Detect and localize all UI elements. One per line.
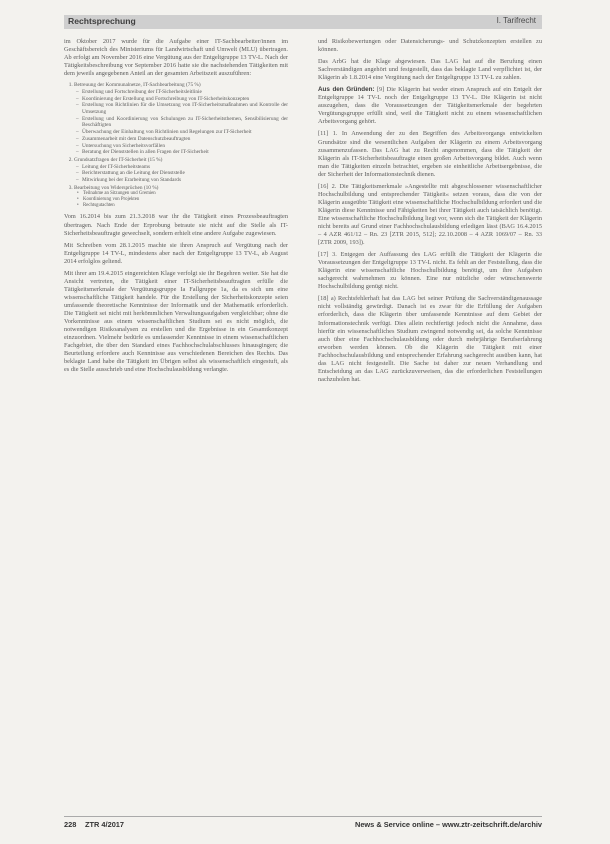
subitem: – Erstellung und Fortschreibung der IT-Sicherheitsleitlinie — [82, 89, 288, 96]
subitem: • Koordinierung von Projekten — [83, 197, 288, 203]
task-subitems — [74, 89, 288, 156]
paragraph: [17] 3. Entgegen der Auffassung des LAG erfüllt die Tätigkeit der Klägerin die Voraussetzungen der Entgeltgruppe 13 TV-L nicht. Es fehlt an der Feststellung, dass die Klägerin eine wissenschaftliche Hochschulbildung benötigt, um ihre Aufgaben sachgerecht wahrnehmen zu können. Eine nur nützliche oder wünschenswerte Hochschulbildung genügt nicht. — [318, 251, 542, 291]
task-item — [74, 82, 288, 156]
task-item — [74, 157, 288, 184]
page-footer — [64, 816, 542, 829]
subitem: – Leitung der IT-Sicherheitsteams — [82, 164, 288, 171]
task-title: Bearbeitung von Widersprüchen (10 %) — [74, 184, 159, 191]
task-subitems — [74, 164, 288, 184]
paragraph: [18] a) Rechtsfehlerhaft hat das LAG bei seiner Prüfung die Sachverständigenaussage nicht vollständig gewürdigt. Danach ist es zwar für die Erfüllung der Aufgaben erforderlich, dass die Klägerin über umfassende Kenntnisse auf dem Gebiet der Informationstechnik verfügt. Dies allein rechtfertigt jedoch nicht die Annahme, dass hierfür ein wissenschaftliches Studium zwingend notwendig sei, da solche Kenntnisse auch über eine Fachhochschulausbildung oder durch mehrjährige Berufserfahrung erworben werden können. Ob die Klägerin die Tätigkeit mit einer Fachhochschulausbildung und entsprechender Erfahrung sachgerecht ausüben kann, hat das LAG nicht festgestellt. Die Sache ist daher zur neuen Verhandlung und Entscheidung an das LAG zurückzuverweisen, das die erforderlichen Feststellungen nachzuholen hat. — [318, 295, 542, 383]
paragraph: im Oktober 2017 wurde für die Aufgabe einer IT-Sachbearbeiter/innen im Geschäftsbereich des Ministeriums für Landwirtschaft und Umwelt (MLU) übertragen. Ab erfolgt am November 2016 eine Vergütung aus der Entgeltgruppe 13 TV-L. Nach der Tätigkeitsbeschreibung vor September 2016 hatte sie die nachstehenden Tätigkeiten mit dem jeweils angegebenen Anteil an der gesamten Arbeitszeit auszuführen: — [64, 38, 288, 78]
paragraph: Mit Schreiben vom 28.1.2015 machte sie ihren Anspruch auf Vergütung nach der Entgeltgruppe 14 TV-L, mindestens aber nach der Entgeltgruppe 13 TV-L, ab August 2014 erfolglos geltend. — [64, 241, 288, 265]
task-title: Betreuung der Kommunalnetze, IT-Sachbearbeitung (75 %) — [74, 82, 201, 89]
subitem: – Beratung der Dienststellen in allen Fragen der IT-Sicherheit — [82, 149, 288, 156]
paragraph: Mit ihrer am 19.4.2015 eingereichten Klage verfolgt sie ihr Begehren weiter. Sie hat die Ansicht vertreten, die Tätigkeit einer IT-Sicherheitsbeauftragten erfülle die Tätigkeitsmerkmale der Vergütungsgruppe Ia Fallgruppe 1a, da es sich um eine wissenschaftliche Tätigkeit handele. Für die Erstellung der Sicherheitskonzepte seien umfassende theoretische Kenntnisse der Informatik und der Mathematik erforderlich. Die Tätigkeit sei nicht mit herkömmlichen Verwaltungsaufgaben vergleichbar; ohne die Vorkenntnisse aus einem wissenschaftlichen Studium sei es nicht möglich, die notwendigen Risikoanalysen zu erstellen und die Ergebnisse in ein Gesamtkonzept einzuordnen. Vielmehr bedürfe es umfassender Kenntnisse in einem wissenschaftlichen Fachgebiet, die über den Standard eines Fachhochschulabschlusses hinausgingen; die Beurteilung erfordere auch Kenntnisse aus verschiedenen Bereichen des Rechts. Das beklagte Land habe die Tätigkeit im Übrigen selbst als wissenschaftlich eingestuft, als es die Stelle ausschrieb und eine Hochschulausbildung verlangte. — [64, 269, 288, 374]
subitem: – Berichterstattung an die Leitung der Dienststelle — [82, 170, 288, 177]
paragraph: [16] 2. Die Tätigkeitsmerkmale »Angestellte mit abgeschlossener wissenschaftlicher Hochschulbildung und entsprechender Tätigkeit« setzen voraus, dass die von der Klägerin ausgeübte Tätigkeit eine wissenschaftliche Hochschulbildung erfordert und die Klägerin diese Kenntnisse und Fähigkeiten bei ihrer Tätigkeit auch tatsächlich benötigt. Eine wissenschaftliche Hochschulbildung liegt vor, wenn sich die Tätigkeit der Klägerin nicht bereits auf Grund einer Fachhochschulausbildung erledigen lässt (BAG 16.4.2015 – 4 AZR 461/12 – Rn. 23 [ZTR 2015, 512]; 22.10.2008 – 4 AZR 1069/07 – Rn. 33 [ZTR 2009, 193]). — [318, 182, 542, 247]
paragraph: [11] 1. In Anwendung der zu den Begriffen des Arbeitsvorgangs entwickelten Grundsätze sind die wesentlichen Aufgaben der Klägerin zu einem Arbeitsvorgang zusammenzufassen. Das LAG hat zu Recht angenommen, dass die Tätigkeit der Klägerin als IT-Sicherheitsbeauftragte einen großen Arbeitsvorgang bildet. Auch wenn man die Tätigkeiten einzeln betrachtet, ergeben sie einheitliche Arbeitsergebnisse, die der Sicherheit der Informationstechnik dienen. — [318, 130, 542, 178]
paragraph-text: [9] Die Klägerin hat weder einen Anspruch auf ein Entgelt der Entgeltgruppe 14 TV-L noch der Entgeltgruppe 13 TV-L. Die Klägerin ist nicht auszugehen, dass die Voraussetzungen der Tätigkeitsmerkmale der begehrten Vergütungsgruppe erfüllt sind, weil die Tätigkeit nicht zu einem wissenschaftlichen Arbeitsvorgang gehört. — [318, 86, 542, 126]
task-title: Grundsatzfragen der IT-Sicherheit (15 %) — [74, 156, 163, 163]
subitem: • Rechtsgutachten — [83, 203, 288, 209]
footer-link[interactable]: News & Service online – www.ztr-zeitschrift.de/archiv — [354, 820, 542, 829]
subitem: – Zusammenarbeit mit dem Datenschutzbeauftragten — [82, 136, 288, 143]
subitem: – Koordinierung der Erstellung und Fortschreibung von IT-Sicherheitskonzepten — [82, 96, 288, 103]
subitem: – Mitwirkung bei der Erarbeitung von Standards — [82, 177, 288, 184]
subitem: – Untersuchung von Sicherheitsvorfällen — [82, 143, 288, 150]
paragraph: und Risikobewertungen oder Datensicherungs- und Schutzkonzepten erstellen zu können. — [318, 38, 542, 54]
paragraph: Das ArbG hat die Klage abgewiesen. Das LAG hat auf die Berufung einen Sachverständigen angehört und festgestellt, dass das beklagte Land verpflichtet ist, der Klägerin ab 1.8.2014 eine Vergütung nach der Entgeltgruppe 13 TV-L zu zahlen. — [318, 58, 542, 82]
paragraph — [318, 86, 542, 126]
subitem: • Teilnahme an Sitzungen und Gremien — [83, 191, 288, 197]
page-number: 228 — [64, 820, 77, 829]
paragraph: Vom 16.2014 bis zum 21.3.2018 war ihr die Tätigkeit eines Prozessbeauftragten übertragen. Nach Ende der Erprobung betraute sie nicht auf die Stelle als IT-Sicherheitsbeauftragte gewechselt, sondern erhielt eine andere Aufgabe zugewiesen. — [64, 213, 288, 237]
running-header — [64, 15, 542, 29]
task-list — [64, 82, 288, 209]
task-item — [74, 185, 288, 210]
task-subitems — [74, 191, 288, 209]
left-column — [64, 38, 288, 808]
category-label: I. Tarifrecht — [496, 16, 536, 25]
subitem: – Erstellung von Richtlinien für die Umsetzung von IT-Sicherheitsmaßnahmen und Kontrolle der Umsetzung — [82, 102, 288, 115]
subitem: – Erstellung und Koordinierung von Schulungen zu IT-Sicherheitsthemen, Sensibilisierung der Beschäftigten — [82, 116, 288, 129]
right-column — [318, 38, 542, 808]
journal-issue: ZTR 4/2017 — [85, 820, 125, 829]
section-title: Rechtsprechung — [68, 16, 136, 26]
section-heading: Aus den Gründen: — [318, 86, 375, 94]
subitem: – Überwachung der Einhaltung von Richtlinien und Regelungen zur IT-Sicherheit — [82, 129, 288, 136]
